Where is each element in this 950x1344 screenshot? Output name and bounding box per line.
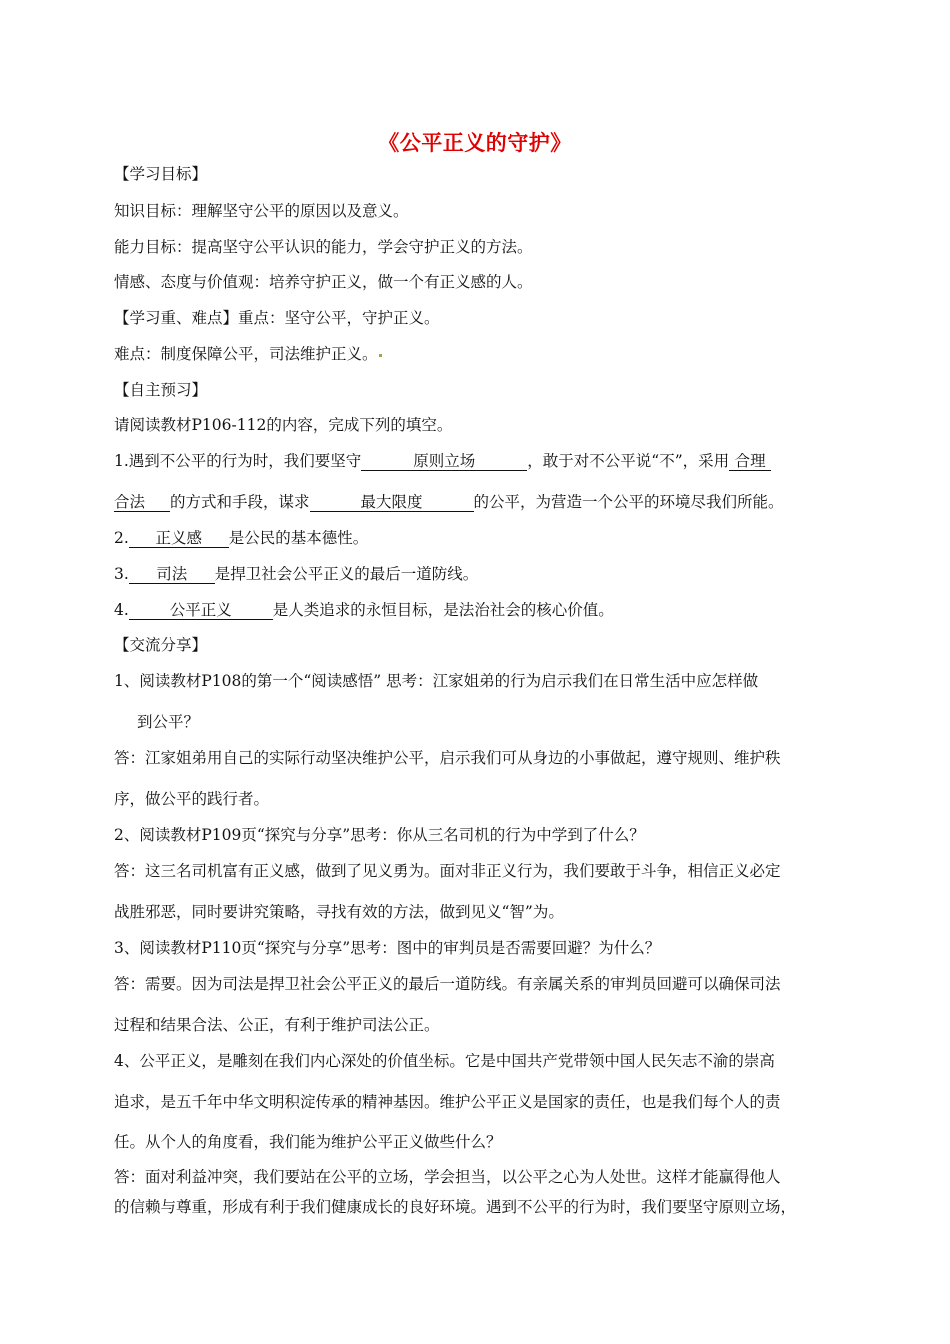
exchange-q2: 2、阅读教材P109页“探究与分享”思考：你从三名司机的行为中学到了什么？ bbox=[114, 826, 645, 844]
section-heading-preview: 【自主预习】 bbox=[114, 381, 208, 399]
exchange-a3-line2: 过程和结果合法、公正，有利于维护司法公正。 bbox=[114, 1016, 440, 1034]
section-heading-goals: 【学习目标】 bbox=[114, 165, 208, 183]
preview-instruction: 请阅读教材P106-112的内容，完成下列的填空。 bbox=[114, 416, 453, 434]
preview-q2 bbox=[114, 528, 368, 548]
fill-blank-3: 最大限度 bbox=[310, 493, 474, 512]
exchange-a4-line1: 答：面对利益冲突，我们要站在公平的立场，学会担当，以公平之心为人处世。这样才能赢得他人 bbox=[114, 1168, 781, 1186]
exchange-a2-line2: 战胜邪恶，同时要讲究策略，寻找有效的方法，做到见义“智”为。 bbox=[114, 903, 564, 921]
exchange-a4-line2: 的信赖与尊重，形成有利于我们健康成长的良好环境。遇到不公平的行为时，我们要坚守原则立场， bbox=[114, 1198, 797, 1216]
goal-emotion: 情感、态度与价值观：培养守护正义，做一个有正义感的人。 bbox=[114, 273, 533, 291]
preview-q4-text: 是人类追求的永恒目标，是法治社会的核心价值。 bbox=[272, 601, 614, 619]
preview-q3-text: 是捍卫社会公平正义的最后一道防线。 bbox=[214, 565, 479, 583]
preview-q1-line2 bbox=[114, 492, 784, 512]
exchange-q1-line1: 1、阅读教材P108的第一个“阅读感悟” 思考：江家姐弟的行为启示我们在日常生活中应怎样做 bbox=[114, 672, 759, 690]
section-heading-exchange: 【交流分享】 bbox=[114, 636, 208, 654]
exchange-q4-line1: 4、公平正义，是雕刻在我们内心深处的价值坐标。它是中国共产党带领中国人民矢志不渝的崇高 bbox=[114, 1052, 775, 1070]
preview-q1-text-d: 的公平，为营造一个公平的环境尽我们所能。 bbox=[473, 493, 784, 511]
preview-q1-text-c: 的方式和手段，谋求 bbox=[170, 493, 310, 511]
preview-q1-line1 bbox=[114, 451, 771, 471]
preview-q2-text: 是公民的基本德性。 bbox=[228, 529, 369, 547]
fill-blank-4: 正义感 bbox=[129, 529, 229, 548]
preview-q4-num: 4. bbox=[114, 601, 129, 619]
goal-ability: 能力目标：提高坚守公平认识的能力，学会守护正义的方法。 bbox=[114, 238, 533, 256]
exchange-a1-line2: 序，做公平的践行者。 bbox=[114, 790, 270, 808]
mark-dot bbox=[379, 354, 382, 357]
exchange-a2-line1: 答：这三名司机富有正义感，做到了见义勇为。面对非正义行为，我们要敢于斗争，相信正义必定 bbox=[114, 862, 781, 880]
goal-knowledge: 知识目标：理解坚守公平的原因以及意义。 bbox=[114, 202, 409, 220]
exchange-q4-line2: 追求，是五千年中华文明积淀传承的精神基因。维护公平正义是国家的责任，也是我们每个人的责 bbox=[114, 1093, 781, 1111]
preview-q2-num: 2. bbox=[114, 529, 129, 547]
fill-blank-5: 司法 bbox=[129, 565, 215, 584]
preview-q3-num: 3. bbox=[114, 565, 129, 583]
fill-blank-6: 公平正义 bbox=[129, 601, 273, 620]
exchange-q4-line3: 任。从个人的角度看，我们能为维护公平正义做些什么？ bbox=[114, 1133, 502, 1151]
keypoints-difficult-text: 难点：制度保障公平，司法维护正义。 bbox=[114, 345, 378, 363]
preview-q4 bbox=[114, 600, 614, 620]
fill-blank-2b: 合法 bbox=[114, 493, 170, 512]
keypoints-difficult bbox=[114, 344, 382, 364]
preview-q1-text-b: ，敢于对不公平说“不”，采用 bbox=[527, 452, 730, 470]
fill-blank-2a: 合理 bbox=[729, 452, 771, 471]
fill-blank-1: 原则立场 bbox=[361, 452, 527, 471]
exchange-q1-line2: 到公平？ bbox=[137, 713, 200, 731]
document-title: 《公平正义的守护》 bbox=[378, 130, 572, 155]
exchange-a3-line1: 答：需要。因为司法是捍卫社会公平正义的最后一道防线。有亲属关系的审判员回避可以确保司法 bbox=[114, 975, 781, 993]
preview-q1-text-a: 1.遇到不公平的行为时，我们要坚守 bbox=[114, 452, 362, 470]
exchange-q3: 3、阅读教材P110页“探究与分享”思考：图中的审判员是否需要回避？为什么？ bbox=[114, 939, 661, 957]
preview-q3 bbox=[114, 564, 478, 584]
keypoints-main: 【学习重、难点】重点：坚守公平，守护正义。 bbox=[114, 309, 440, 327]
exchange-a1-line1: 答：江家姐弟用自己的实际行动坚决维护公平，启示我们可从身边的小事做起，遵守规则、维护秩 bbox=[114, 749, 781, 767]
